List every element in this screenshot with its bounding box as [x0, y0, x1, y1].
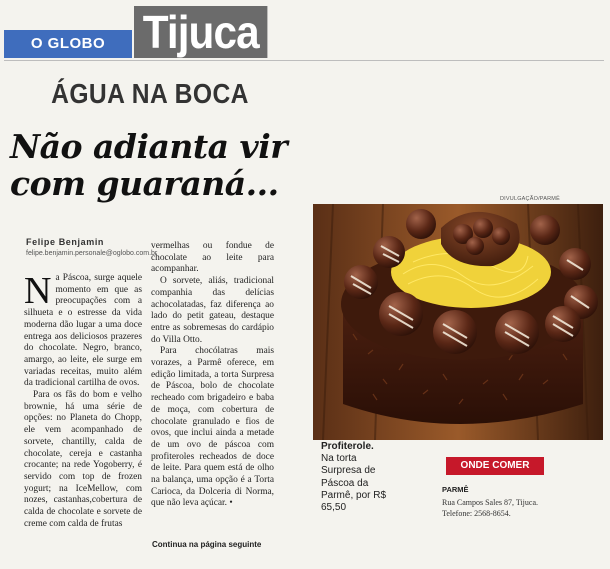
photo-credit: DIVULGAÇÃO/PARMÊ	[500, 196, 560, 202]
caption-title: Profiterole.	[321, 441, 374, 452]
article-column-1	[24, 270, 142, 530]
paragraph-text: a Páscoa, surge aquele momento em que as preocupações com a silhueta e o estresse da vida moderna dão lugar a uma doce entrega aos deliciosos prazeres do chocolate. Negro, branco, amargo, ao leite, ele surge em variadas receitas, muito além da tradicional cartilha de ovos.	[24, 273, 142, 389]
article-paragraph: vermelhas ou fondue de chocolate ao leite para acompanhar.	[151, 241, 274, 275]
article-paragraph: O sorvete, aliás, tradicional companhia das delícias achocolatadas, faz diferença ao lado do petit gateau, destaque entre as sobremesas do cardápio do Villa Otto.	[151, 276, 274, 345]
article-paragraph: Para os fãs do bom e velho brownie, há uma série de opções: no Planeta do Chopp, ele vem acompanhado de sorvete, chantilly, calda de chocolate, cereja e castanha crocante; na rede Yogoberry, é servido com top de frozen yogurt; na IceMellow, com nozes, castanhas,cobertura de calda de chocolate e sorvete de creme com calda de frutas	[24, 390, 142, 529]
caption-text: Na torta Surpresa de Páscoa da Parmê, por R$ 65,50	[321, 453, 387, 514]
byline-author: Felipe Benjamin	[26, 237, 105, 247]
headline: Não adianta vir com guaraná...	[10, 127, 288, 203]
onde-comer-label: ONDE COMER	[446, 457, 544, 475]
section-kicker: ÁGUA NA BOCA	[51, 78, 249, 109]
restaurant-address: Rua Campos Sales 87, Tijuca.	[442, 498, 539, 507]
cake-photo	[313, 204, 603, 440]
section-title-tijuca: Tijuca	[134, 6, 267, 58]
restaurant-phone: Telefone: 2568-8654.	[442, 509, 511, 518]
article-paragraph	[24, 270, 142, 390]
o-globo-logo: O GLOBO	[4, 30, 132, 58]
photo-caption	[321, 441, 391, 514]
article-paragraph: Para chocólatras mais vorazes, a Parmê oferece, em edição limitada, a torta Surpresa de Páscoa, bolo de chocolate recheado com brigadeiro e baba de moça, com cobertura de chocolate granulado e fios de ovos, que inclui ainda a metade de um ovo de páscoa com profiteroles recheados de doce de leite. Para quem está de olho na balança, uma opção é a Torta Carioca, da Dolceria di Norma, que não leva açúcar. •	[151, 346, 274, 509]
article-column-2	[151, 241, 274, 510]
masthead-divider	[4, 60, 604, 61]
restaurant-name: PARMÊ	[442, 485, 469, 494]
drop-cap: N	[24, 270, 52, 312]
continued-note: Continua na página seguinte	[152, 540, 262, 549]
byline-email: felipe.benjamin.personale@oglobo.com.br	[26, 250, 158, 257]
